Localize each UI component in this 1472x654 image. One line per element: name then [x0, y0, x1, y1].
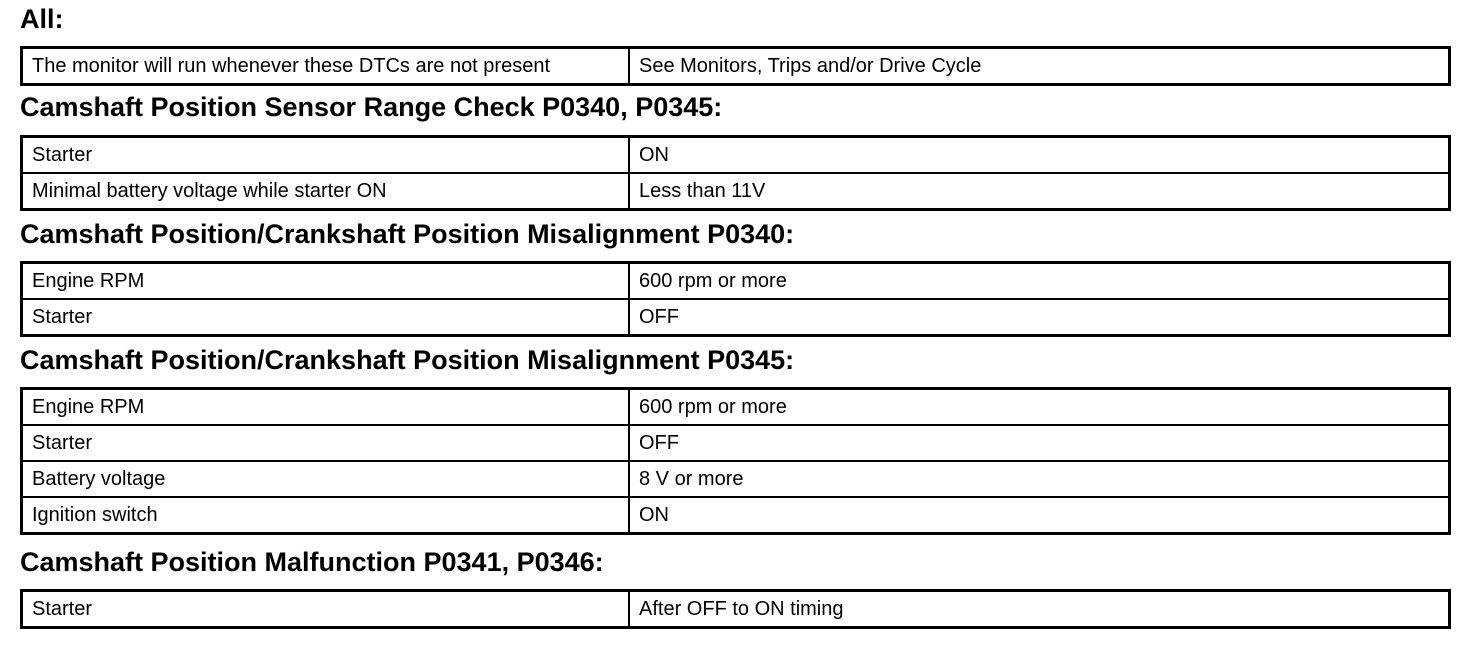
value-cell: ON [629, 137, 1450, 174]
value-cell: OFF [629, 425, 1450, 461]
conditions-table-misalignment-p0345 [20, 387, 1451, 535]
value-cell: Less than 11V [629, 173, 1450, 210]
table-row [22, 425, 1450, 461]
table-row [22, 299, 1450, 336]
value-cell: 600 rpm or more [629, 263, 1450, 300]
table-row [22, 48, 1450, 85]
value-cell: 8 V or more [629, 461, 1450, 497]
condition-cell: Starter [22, 591, 630, 628]
conditions-table-malfunction [20, 589, 1451, 629]
condition-cell: Starter [22, 425, 630, 461]
table-row [22, 173, 1450, 210]
section-title-misalignment-p0340: Camshaft Position/Crankshaft Position Misalignment P0340: [20, 219, 795, 249]
table-row [22, 389, 1450, 426]
condition-cell: Engine RPM [22, 263, 630, 300]
table-row [22, 461, 1450, 497]
value-cell: ON [629, 497, 1450, 534]
conditions-table-range-check [20, 135, 1451, 211]
condition-cell: Ignition switch [22, 497, 630, 534]
condition-cell: Engine RPM [22, 389, 630, 426]
condition-cell: The monitor will run whenever these DTCs are not present [22, 48, 630, 85]
conditions-table-all [20, 46, 1451, 86]
condition-cell: Battery voltage [22, 461, 630, 497]
table-row [22, 137, 1450, 174]
section-title-malfunction: Camshaft Position Malfunction P0341, P0346: [20, 547, 604, 577]
table-row [22, 591, 1450, 628]
value-cell: After OFF to ON timing [629, 591, 1450, 628]
table-row [22, 497, 1450, 534]
condition-cell: Starter [22, 137, 630, 174]
condition-cell: Starter [22, 299, 630, 336]
section-title-range-check: Camshaft Position Sensor Range Check P0340, P0345: [20, 92, 723, 122]
value-cell: OFF [629, 299, 1450, 336]
section-title-all: All: [20, 4, 64, 34]
value-cell: 600 rpm or more [629, 389, 1450, 426]
table-row [22, 263, 1450, 300]
section-title-misalignment-p0345: Camshaft Position/Crankshaft Position Misalignment P0345: [20, 345, 795, 375]
value-cell: See Monitors, Trips and/or Drive Cycle [629, 48, 1450, 85]
condition-cell: Minimal battery voltage while starter ON [22, 173, 630, 210]
conditions-table-misalignment-p0340 [20, 261, 1451, 337]
